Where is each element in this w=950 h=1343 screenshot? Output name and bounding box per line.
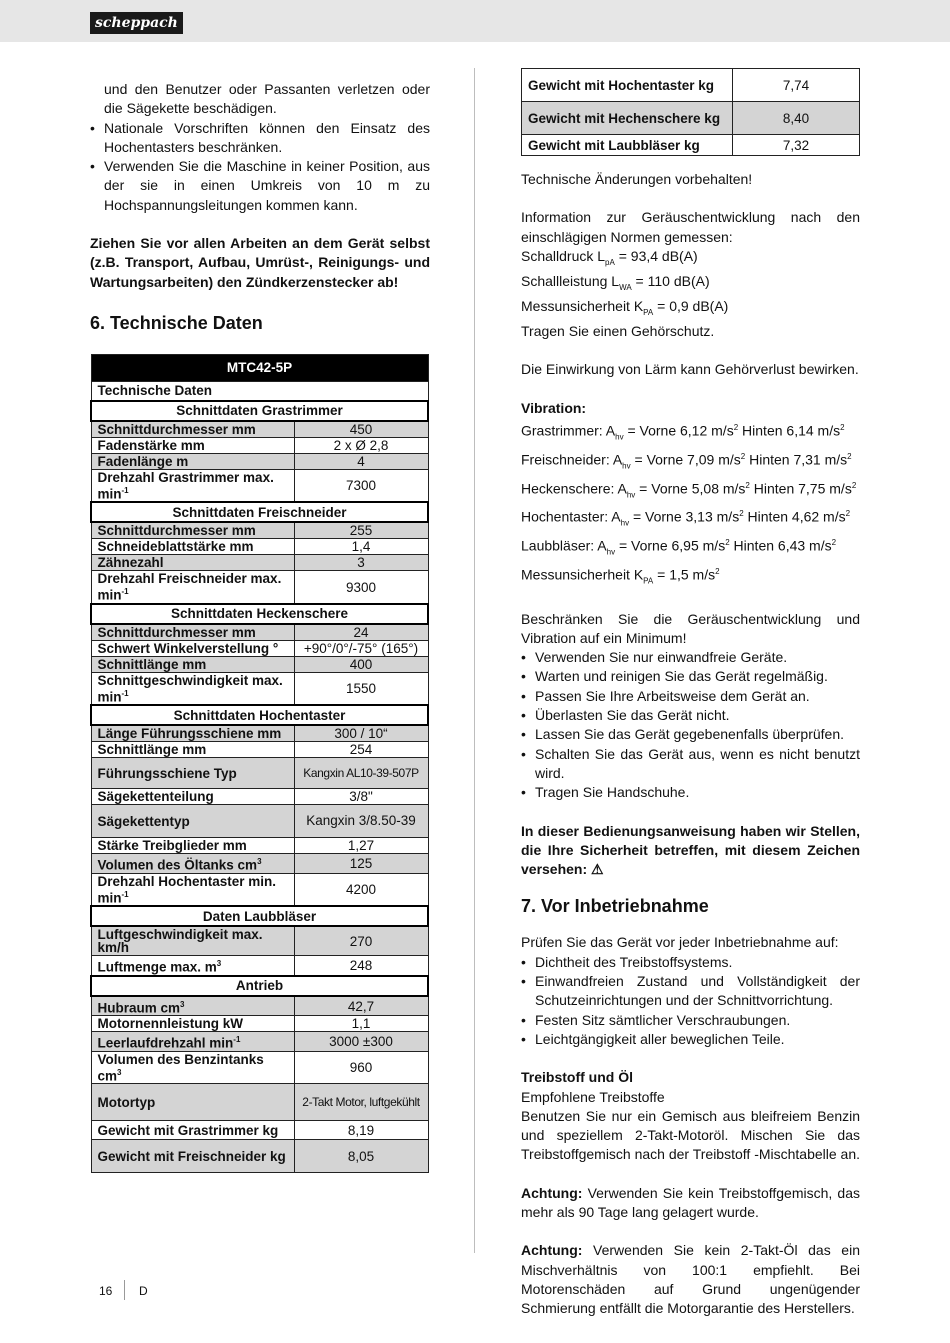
table-row: Schnittdurchmesser mm 24 [91, 624, 428, 641]
table-row: Schnittdurchmesser mm 255 [91, 522, 428, 539]
table-row: Führungsschiene Typ Kangxin AL10-39-507P [91, 758, 428, 789]
table-row: Motortyp 2-Takt Motor, luftgekühlt [91, 1084, 428, 1121]
fuel-warning-2: Achtung: Verwenden Sie kein 2-Takt-Öl das ein Mischverhältnis von 100:1 empfiehlt. Bei Motorenschäden auf Grund ungenügender Schmierung entfällt die Motorgarantie des Herstellers. [521, 1242, 860, 1317]
fuel-text: Benutzen Sie nur ein Gemisch aus bleifreiem Benzin und speziellem 2-Takt-Motoröl. Mischen Sie das Treibstoffgemisch nach der Treibstoff -Mischtabelle an. [521, 1107, 861, 1163]
intro-continuation: und den Benutzer oder Passanten verletzen oder die Sägekette beschädigen. [104, 81, 430, 117]
column-divider [474, 68, 475, 1253]
table-row: Schneideblattstärke mm 1,4 [91, 539, 428, 555]
table-row: Schnittdurchmesser mm 450 [91, 421, 428, 438]
table-row: Gewicht mit Grastrimmer kg 8,19 [91, 1121, 428, 1140]
section-heckenschere: Schnittdaten Heckenschere [91, 604, 428, 624]
table-row: Schnittlänge mm 400 [91, 656, 428, 672]
noise-intro: Information zur Geräuschentwicklung nach den einschlägigen Normen gemessen: [521, 209, 860, 245]
list-item: • Warten und reinigen Sie das Gerät regelmäßig. [521, 667, 860, 686]
table-row: Volumen des Öltanks $cm^3$ 125 [91, 854, 428, 874]
table-row: Sägekettentyp Kangxin 3/8.50-39 [91, 805, 428, 838]
table-row: Schnittlänge mm 254 [91, 742, 428, 758]
vibration-title: Vibration: [521, 399, 587, 416]
vibration-row: Freischneider: $A_{hv}$ = Vorne 7,09 $m/s^2$ Hinten 7,31 $m/s^2$ [521, 451, 852, 471]
limit-bullet-list [521, 648, 860, 802]
section-freischneider: Schnittdaten Freischneider [91, 502, 428, 522]
table-row: Zähnezahl 3 [91, 555, 428, 571]
list-item: • Überlasten Sie das Gerät nicht. [521, 706, 860, 725]
language-code: D [139, 1284, 148, 1298]
vibration-row: Grastrimmer: $A_{hv}$ = Vorne 6,12 $m/s^2$ Hinten 6,14 $m/s^2$ [521, 422, 845, 442]
right-column [521, 68, 860, 1318]
list-item: • Nationale Vorschriften können den Einsatz des Hochentasters beschränken. [90, 119, 430, 158]
list-item: • Tragen Sie Handschuhe. [521, 783, 860, 802]
changes-note: Technische Änderungen vorbehalten! [521, 171, 753, 187]
technical-data-table-continued [521, 68, 860, 156]
section-heading-6: 6. Technische Daten [90, 312, 263, 333]
limit-note: Beschränken Sie die Geräuschentwicklung und Vibration auf ein Minimum! [521, 610, 860, 646]
table-row: Länge Führungsschiene mm 300 / 10“ [91, 725, 428, 742]
section-laubblaeser: Daten Laubbläser [91, 906, 428, 926]
table-row: Schwert Winkelverstellung ° +90°/0°/-75° (165°) [91, 640, 428, 656]
vibration-row: Heckenschere: $A_{hv}$ = Vorne 5,08 $m/s^2$ Hinten 7,75 $m/s^2$ [521, 480, 857, 500]
table-row: Gewicht mit Hechenschere kg 8,40 [522, 102, 860, 135]
list-item: • Festen Sitz sämtlicher Verschraubungen. [521, 1011, 860, 1030]
technical-data-table [90, 354, 429, 1174]
noise-power: Schallleistung $L_{WA} = 110$ dB(A) [521, 272, 710, 292]
left-bullet-list [90, 119, 430, 215]
header-bar [0, 0, 950, 42]
table-row: Luftmenge max. $m^3$ 248 [91, 956, 428, 976]
vibration-uncertainty: Messunsicherheit $K_{PA} = 1,5$ $m/s^2$ [521, 566, 720, 586]
table-row: Fadenstärke mm 2 x Ø 2,8 [91, 437, 428, 453]
footer-divider [124, 1280, 125, 1300]
fuel-title: Treibstoff und Öl [521, 1069, 633, 1086]
list-item: • Dichtheit des Treibstoffsystems. [521, 953, 860, 972]
noise-pressure: Schalldruck $L_{pA} = 93,4$ dB(A) [521, 247, 698, 267]
table-row: Schnittgeschwindigkeit max. $\min^{-1}$ 1550 [91, 672, 428, 705]
hearing-note: Die Einwirkung von Lärm kann Gehörverlust bewirken. [521, 361, 859, 378]
table-row: Drehzahl Grastrimmer max. $\min^{-1}$ 7300 [91, 469, 428, 502]
noise-uncertainty: Messunsicherheit $K_{PA} = 0,9$ dB(A) [521, 298, 729, 317]
table-row: Stärke Treibglieder mm 1,27 [91, 838, 428, 854]
list-item: • Lassen Sie das Gerät gegebenenfalls überprüfen. [521, 725, 860, 744]
brand-logo: scheppach [90, 12, 183, 34]
table-row: Luftgeschwindigkeit max. km/h 270 [91, 926, 428, 956]
table-row: Sägekettenteilung 3/8" [91, 789, 428, 805]
fuel-warning-1: Achtung: Verwenden Sie kein Treibstoffgemisch, das mehr als 90 Tage lang gelagert wurde. [521, 1184, 860, 1220]
table-row: Drehzahl Freischneider max. $\min^{-1}$ 9300 [91, 571, 428, 604]
section-hochentaster: Schnittdaten Hochentaster [91, 705, 428, 725]
table-row: Gewicht mit Freischneider kg 8,05 [91, 1140, 428, 1173]
page-number: 16 [99, 1284, 113, 1298]
list-item: • Verwenden Sie die Maschine in keiner Position, aus der sie in einen Umkreis von 10 m zu Hochspannungsleitungen kommen kann. [90, 157, 430, 215]
check-bullet-list [521, 953, 860, 1049]
section-antrieb: Antrieb [91, 976, 428, 996]
table-row: Motornennleistung kW 1,1 [91, 1016, 428, 1032]
list-item: • Leichtgängigkeit aller beweglichen Teile. [521, 1030, 860, 1049]
table-row: Leerlaufdrehzahl $\min^{-1}$ 3000 ±300 [91, 1032, 428, 1052]
left-column [90, 80, 430, 1173]
safety-symbol-note: In dieser Bedienungsanweisung haben wir Stellen, die Ihre Sicherheit betreffen, mit diesem Zeichen versehen: ⚠ [521, 822, 860, 878]
vibration-row: Hochentaster: $A_{hv}$ = Vorne 3,13 $m/s^2$ Hinten 4,62 $m/s^2$ [521, 508, 851, 528]
list-item: • Schalten Sie das Gerät aus, wenn es nicht benutzt wird. [521, 745, 860, 784]
table-title: Technische Daten [91, 381, 428, 401]
table-row: Drehzahl Hochentaster min. $\min^{-1}$ 4200 [91, 873, 428, 906]
list-item: • Passen Sie Ihre Arbeitsweise dem Gerät an. [521, 687, 860, 706]
vibration-row: Laubbläser: $A_{hv}$ = Vorne 6,95 $m/s^2$ Hinten 6,43 $m/s^2$ [521, 537, 837, 557]
fuel-subtitle: Empfohlene Treibstoffe [521, 1088, 665, 1105]
section-heading-7: 7. Vor Inbetriebnahme [521, 896, 709, 917]
spark-plug-warning: Ziehen Sie vor allen Arbeiten an dem Gerät selbst (z.B. Transport, Aufbau, Umrüst-, Reinigungs- und Wartungsarbeiten) den Zündkerzenstecker ab! [90, 235, 430, 290]
check-intro: Prüfen Sie das Gerät vor jeder Inbetriebnahme auf: [521, 934, 839, 951]
table-row: Fadenlänge m 4 [91, 453, 428, 469]
ear-protection: Tragen Sie einen Gehörschutz. [521, 323, 715, 340]
table-row: Gewicht mit Laubbläser kg 7,32 [522, 135, 860, 156]
table-row: Hubraum $cm^3$ 42,7 [91, 996, 428, 1016]
table-row: Gewicht mit Hochentaster kg 7,74 [522, 69, 860, 102]
section-grastrimmer: Schnittdaten Grastrimmer [91, 401, 428, 421]
table-row: Volumen des Benzintanks $cm^3$ 960 [91, 1051, 428, 1084]
list-item: • Einwandfreien Zustand und Vollständigkeit der Schutzeinrichtungen und der Schnittvorrichtung. [521, 972, 860, 1011]
table-model: MTC42-5P [91, 354, 428, 381]
list-item: • Verwenden Sie nur einwandfreie Geräte. [521, 648, 860, 667]
